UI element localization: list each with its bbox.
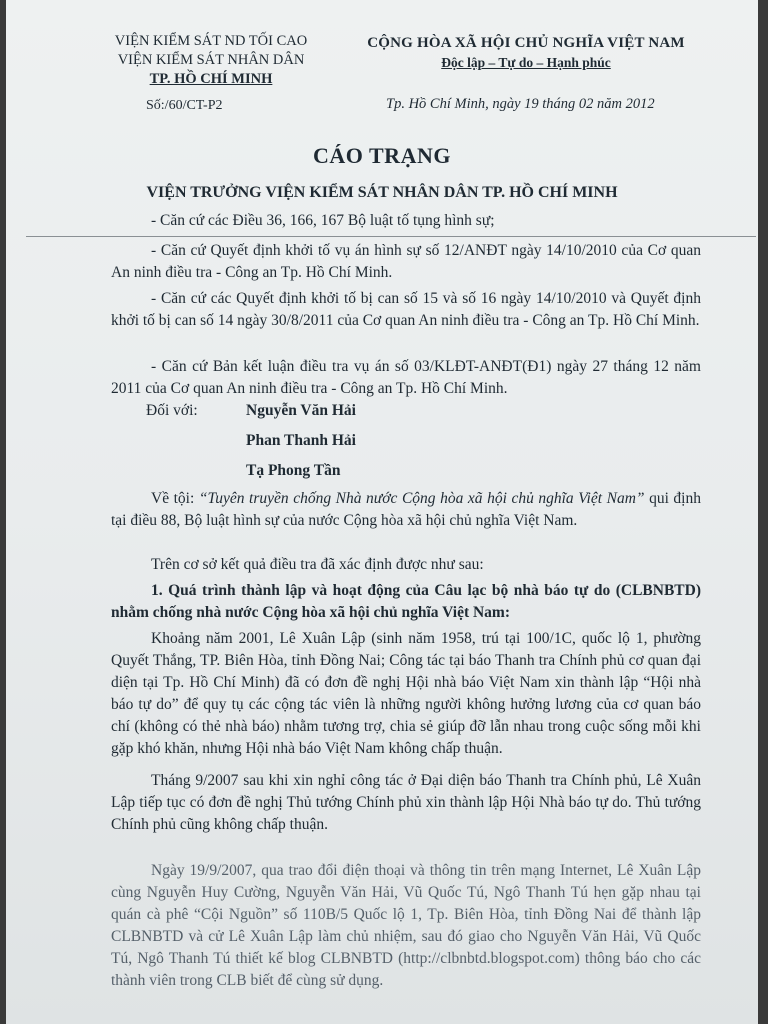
basis-4: - Căn cứ Bản kết luận điều tra vụ án số 03/KLĐT-ANĐT(Đ1) ngày 27 tháng 12 năm 2011 của Cơ quan An ninh điều tra - Công an Tp. Hồ Chí Minh. bbox=[111, 358, 701, 397]
section-1-heading: 1. Quá trình thành lập và hoạt động của Câu lạc bộ nhà báo tự do (CLBNBTD) nhằm chống nhà nước Cộng hòa xã hội chủ nghĩa Việt Nam: bbox=[111, 582, 701, 621]
nation-name: CỘNG HÒA XÃ HỘI CHỦ NGHĨA VIỆT NAM bbox=[367, 35, 685, 51]
issuer-block bbox=[76, 32, 346, 89]
defendant-name: Nguyễn Văn Hải bbox=[246, 402, 356, 419]
national-motto: Độc lập – Tự do – Hạnh phúc bbox=[441, 55, 611, 70]
body-paragraph-2: Tháng 9/2007 sau khi xin nghỉ công tác ở Đại diện báo Thanh tra Chính phủ, Lê Xuân Lập tiếp tục có đơn đề nghị Thủ tướng Chính phủ xin thành lập Hội Nhà báo tự do. Thủ tướng Chính phủ cũng không chấp thuận. bbox=[111, 772, 701, 833]
body-paragraph-3: Ngày 19/9/2007, qua trao đổi điện thoại và thông tin trên mạng Internet, Lê Xuân Lập cùng Nguyễn Huy Cường, Nguyễn Văn Hải, Vũ Quốc Tú, Ngô Thanh Tú hẹn gặp nhau tại quán cà phê “Cội Nguồn” số 110B/5 Quốc lộ 1, Tp. Biên Hòa, tỉnh Đồng Nai để thành lập CLBNBTD và cử Lê Xuân Lập làm chủ nhiệm, sau đó giao cho Nguyễn Văn Hải, Vũ Quốc Tú, Ngô Thanh Tú thiết kế blog CLBNBTD (http://clbnbtd.blogspot.com) thông báo cho các thành viên trong CLB biết để cùng sử dụng. bbox=[111, 862, 701, 989]
document-number: Số:/60/CT-P2 bbox=[146, 98, 223, 113]
charge-crime: “Tuyên truyền chống Nhà nước Cộng hòa xã hội chủ nghĩa Việt Nam” bbox=[198, 490, 645, 507]
national-heading bbox=[341, 34, 711, 72]
charge-prefix: Về tội: bbox=[151, 490, 199, 507]
basis-3: - Căn cứ các Quyết định khởi tố bị can số 15 và số 16 ngày 14/10/2010 và Quyết định khởi tố bị can số 14 ngày 30/8/2011 của Cơ quan An ninh điều tra - Công an Tp. Hồ Chí Minh. bbox=[111, 290, 701, 329]
issuer-line-2: VIỆN KIỂM SÁT NHÂN DÂN bbox=[117, 52, 305, 68]
document-subtitle: VIỆN TRƯỞNG VIỆN KIỂM SÁT NHÂN DÂN TP. HỒ CHÍ MINH bbox=[146, 184, 618, 201]
defendant-name: Phan Thanh Hải bbox=[246, 432, 356, 449]
defendant-name: Tạ Phong Tần bbox=[246, 462, 341, 479]
basis-1: - Căn cứ các Điều 36, 166, 167 Bộ luật tố tụng hình sự; bbox=[151, 212, 495, 229]
document-title: CÁO TRẠNG bbox=[313, 143, 451, 168]
basis-intro: Trên cơ sở kết quả điều tra đã xác định được như sau: bbox=[151, 556, 484, 573]
against-label: Đối với: bbox=[146, 402, 198, 419]
charge-suffix: qui định tại điều 88, Bộ luật hình sự của nước Cộng hòa xã hội chủ nghĩa Việt Nam. bbox=[111, 490, 701, 529]
charge-paragraph bbox=[111, 488, 701, 532]
divider bbox=[26, 236, 756, 237]
body-paragraph-1: Khoảng năm 2001, Lê Xuân Lập (sinh năm 1958, trú tại 100/1C, quốc lộ 1, phường Quyết Thắng, TP. Biên Hòa, tỉnh Đồng Nai; Công tác tại báo Thanh tra Chính phủ cơ quan đại diện tại Tp. Hồ Chí Minh) đã có đơn đề nghị Hội nhà báo Việt Nam xin thành lập “Hội nhà báo tự do” để quy tụ các cộng tác viên là những người không hưởng lương của cơ quan báo chí (không có thẻ nhà báo) nhằm tương trợ, chia sẻ giúp đỡ lẫn nhau trong cuộc sống mỗi khi gặp khó khăn, nhưng Hội nhà báo Việt Nam không chấp thuận. bbox=[111, 630, 701, 757]
issuer-line-1: VIỆN KIỂM SÁT ND TỐI CAO bbox=[114, 33, 308, 49]
place-date: Tp. Hồ Chí Minh, ngày 19 tháng 02 năm 2012 bbox=[386, 96, 655, 112]
basis-2: - Căn cứ Quyết định khởi tố vụ án hình sự số 12/ANĐT ngày 14/10/2010 của Cơ quan An ninh điều tra - Công an Tp. Hồ Chí Minh. bbox=[111, 242, 701, 281]
document-page bbox=[6, 0, 758, 1024]
issuer-line-3: TP. HỒ CHÍ MINH bbox=[149, 71, 273, 87]
